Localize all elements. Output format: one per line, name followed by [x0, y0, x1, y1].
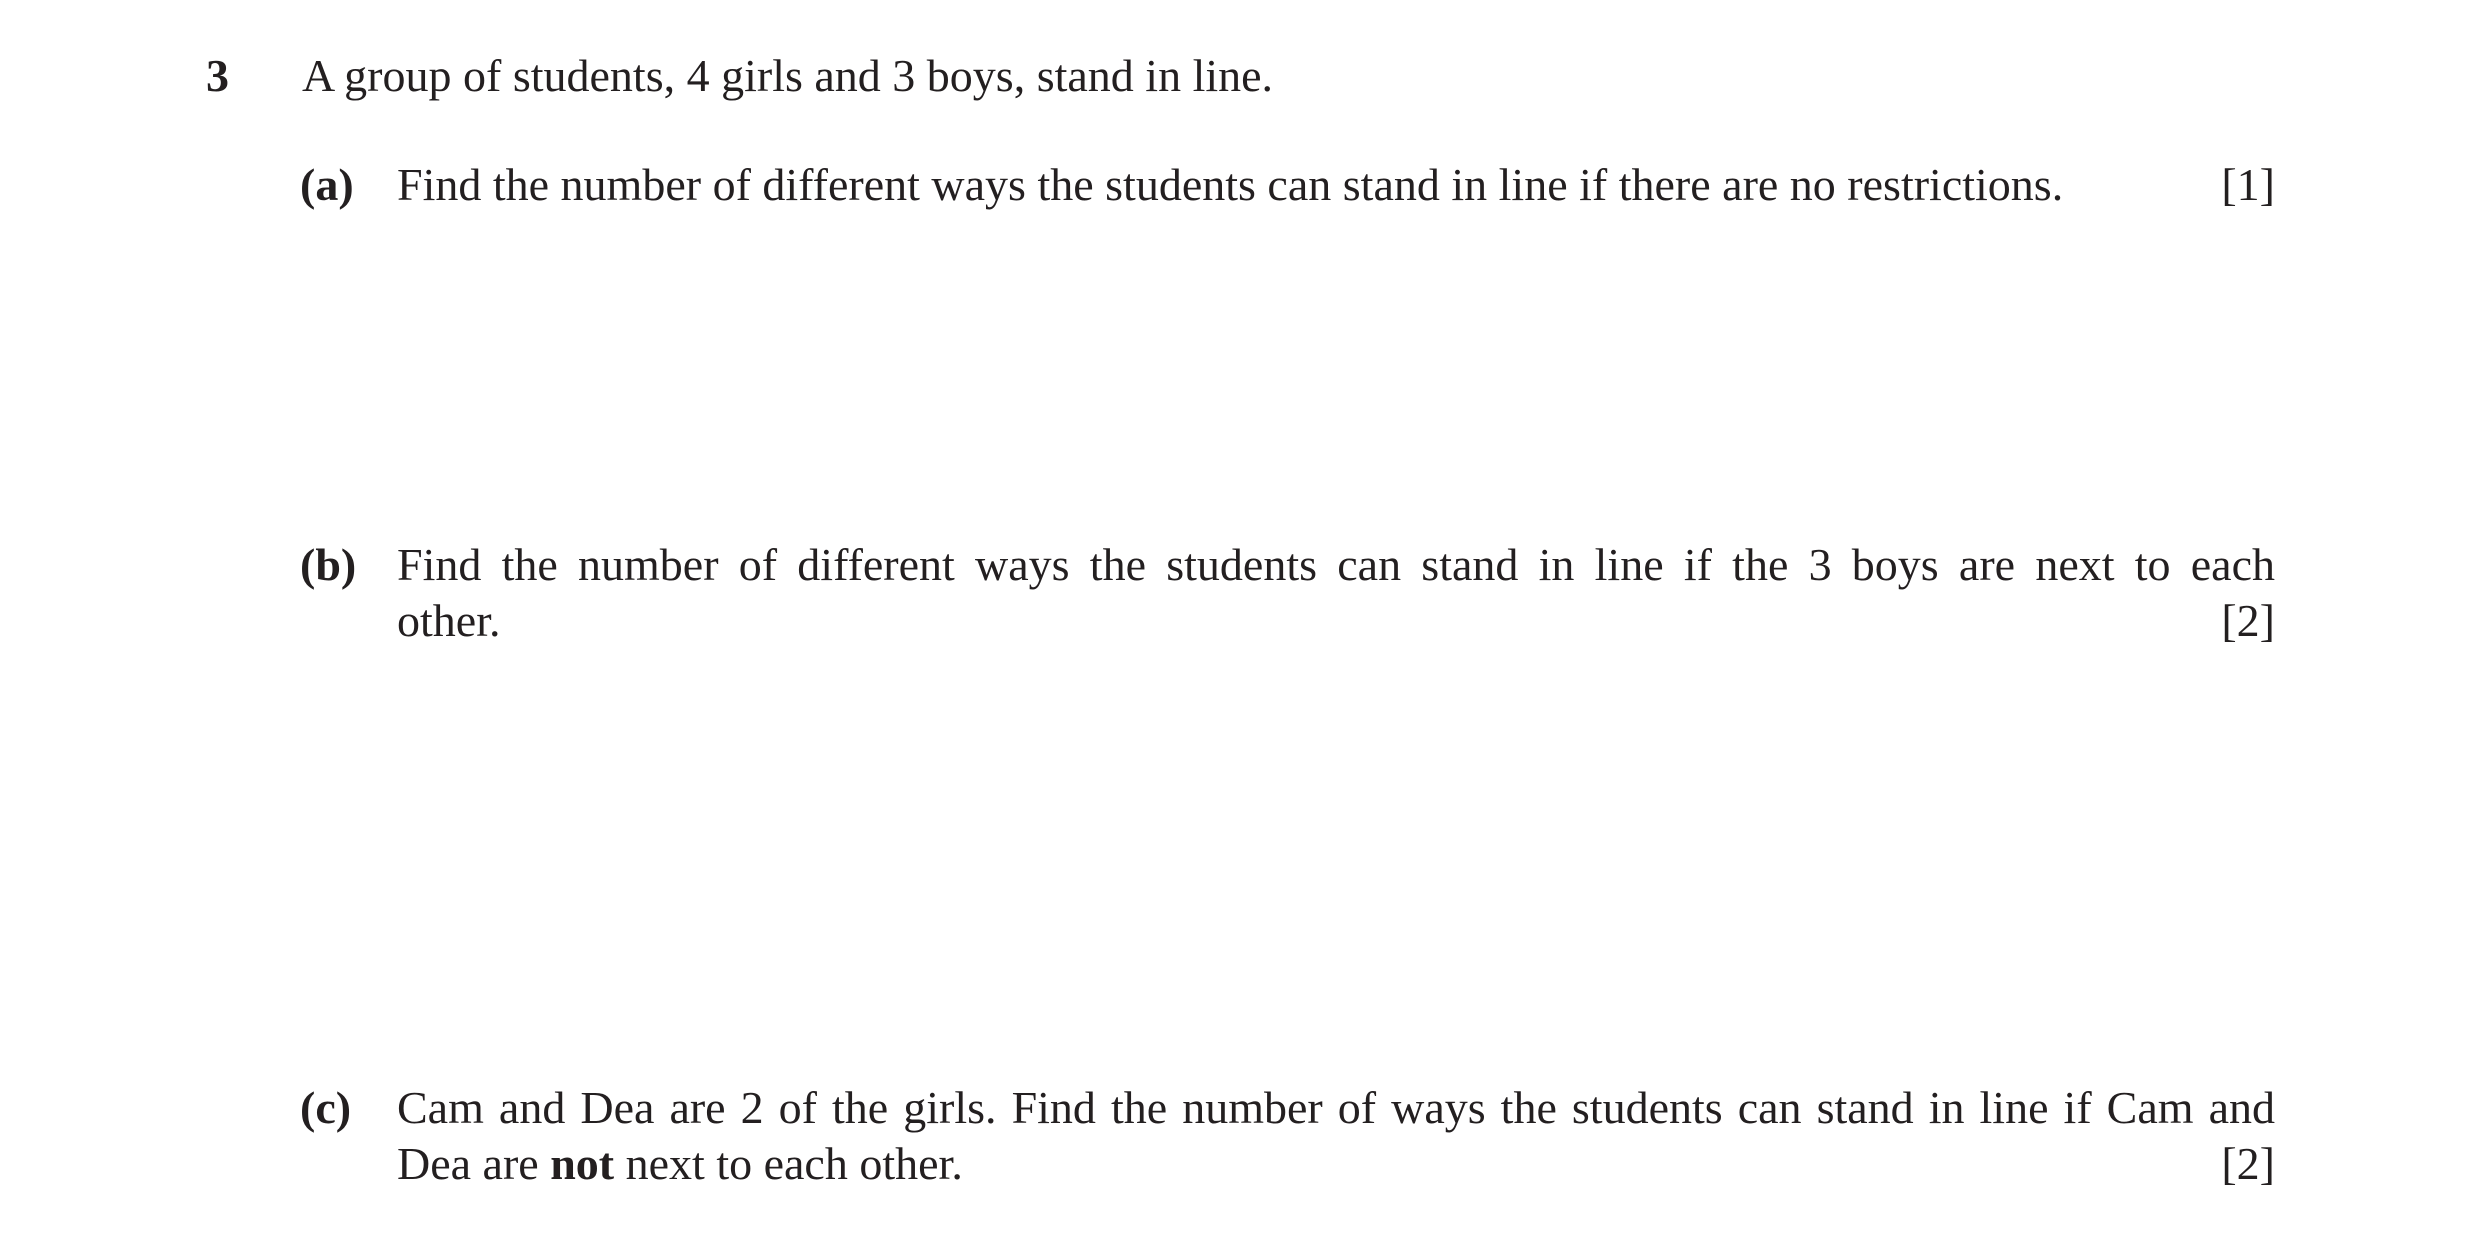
- part-c-line-1: Cam and Dea are 2 of the girls. Find the number of ways the students can stand in line if Cam and: [397, 1082, 2275, 1133]
- part-c-line-2: [397, 1136, 2275, 1192]
- part-c-line-2-after: next to each other.: [625, 1138, 963, 1189]
- part-b-marks: [2]: [2221, 595, 2275, 646]
- part-b-line-2: other.: [397, 595, 501, 646]
- part-a-line-1: Find the number of different ways the students can stand in line if there are no restrictions.: [397, 159, 2064, 210]
- part-c-emphasis-not: not: [550, 1138, 615, 1189]
- part-c-label: (c): [300, 1082, 352, 1133]
- part-b-line-1: Find the number of different ways the students can stand in line if the 3 boys are next to each: [397, 539, 2275, 590]
- part-a-label: (a): [300, 159, 354, 210]
- part-a-text: [397, 157, 2275, 213]
- question-number: 3: [206, 50, 229, 101]
- part-c-line-2-before: Dea are: [397, 1138, 539, 1189]
- part-c-text: [397, 1080, 2275, 1192]
- part-b-text: [397, 537, 2275, 649]
- part-b-label: (b): [300, 539, 357, 590]
- part-c-marks: [2]: [2221, 1138, 2275, 1189]
- part-a-marks: [1]: [2221, 159, 2275, 210]
- question-stem: A group of students, 4 girls and 3 boys, stand in line.: [302, 50, 1274, 101]
